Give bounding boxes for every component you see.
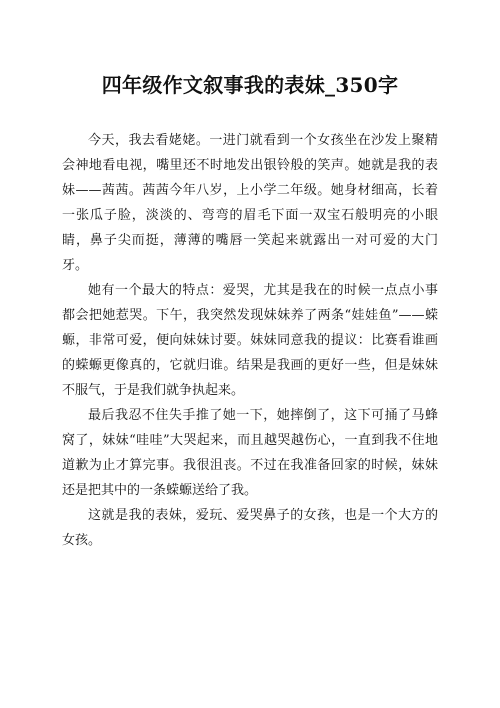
paragraph-1: 今天，我去看姥姥。一进门就看到一个女孩坐在沙发上聚精会神地看电视，嘴里还不时地发出银铃般的笑声。她就是我的表妹——茜茜。茜茜今年八岁，上小学二年级。她身材细高，长着一张瓜子脸，淡淡的、弯弯的眉毛下面一双宝石般明亮的小眼睛，鼻子尖而挺，薄薄的嘴唇一笑起来就露出一对可爱的大门牙。 <box>62 133 438 273</box>
paragraph-3: 最后我忍不住失手推了她一下，她摔倒了，这下可捅了马蜂窝了，妹妹“哇哇”大哭起来，而且越哭越伤心，一直到我不住地道歉为止才算完事。我很沮丧。不过在我准备回家的时候，妹妹还是把其中的一条蝾螈送给了我。 <box>62 408 438 498</box>
paragraph-4: 这就是我的表妹，爱玩、爱哭鼻子的女孩，也是一个大方的女孩。 <box>62 508 438 548</box>
document-title: 四年级作文叙事我的表妹_350字 <box>101 73 399 97</box>
paragraph-2: 她有一个最大的特点：爱哭，尤其是我在的时候一点点小事都会把她惹哭。下午，我突然发现妹妹养了两条“娃娃鱼”——蝾螈，非常可爱，便向妹妹讨要。妹妹同意我的提议：比赛看谁画的蝾螈更像真的，它就归谁。结果是我画的更好一些，但是妹妹不服气，于是我们就争执起来。 <box>62 283 438 398</box>
